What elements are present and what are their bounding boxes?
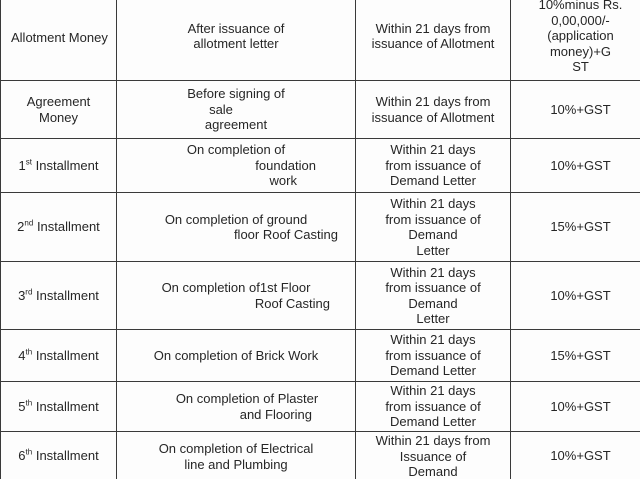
event-line: work xyxy=(269,173,297,189)
due-cell xyxy=(356,330,511,382)
due-line: Demand xyxy=(408,227,458,242)
stage-word: Installment xyxy=(35,157,99,173)
event-cell xyxy=(117,330,356,382)
event-line: foundation xyxy=(255,157,316,173)
stage-cell xyxy=(1,0,117,81)
event-line: sale xyxy=(209,101,233,117)
event-cell xyxy=(117,262,356,330)
stage-number: 5 xyxy=(18,398,26,414)
due-cell xyxy=(356,0,511,81)
table-row xyxy=(1,432,640,479)
stage-word: Installment xyxy=(35,398,99,414)
due-line: Demand xyxy=(408,464,458,479)
due-line: Demand Letter xyxy=(390,414,476,430)
stage-label: Money xyxy=(38,109,79,125)
stage-ordinal: rd xyxy=(25,287,33,297)
due-line: Demand Letter xyxy=(390,173,476,189)
due-line: Within 21 days xyxy=(390,196,476,211)
amount-cell xyxy=(511,139,640,193)
due-line: Letter xyxy=(416,242,450,258)
event-line: On completion of Brick Work xyxy=(153,347,319,363)
stage-number: 2 xyxy=(17,219,25,235)
stage-label xyxy=(4,288,113,304)
amount-value: 15%+GST xyxy=(550,219,611,235)
due-line: from issuance of xyxy=(385,347,481,363)
event-cell xyxy=(117,81,356,139)
event-line: On completion of ground xyxy=(164,211,308,227)
amount-value: 15%+GST xyxy=(550,347,611,363)
table-row xyxy=(1,139,640,193)
amount-line: money)+G xyxy=(549,43,612,59)
due-line: Issuance of xyxy=(399,448,467,464)
event-cell xyxy=(117,193,356,262)
due-line: Within 21 days xyxy=(390,264,476,280)
stage-number: 3 xyxy=(18,287,26,303)
stage-number: 6 xyxy=(18,448,26,463)
due-cell xyxy=(356,382,511,432)
amount-value: 10%+GST xyxy=(550,448,611,463)
stage-cell xyxy=(1,193,117,262)
amount-value: 10%+GST xyxy=(550,287,611,303)
table-row xyxy=(1,193,640,262)
amount-value: 10%+GST xyxy=(550,398,611,414)
due-line: Letter xyxy=(416,311,450,326)
amount-cell xyxy=(511,193,640,262)
stage-label xyxy=(4,348,113,364)
table-row xyxy=(1,81,640,139)
stage-label xyxy=(4,448,113,464)
stage-cell xyxy=(1,81,117,139)
event-cell xyxy=(117,382,356,432)
due-line: from issuance of xyxy=(385,398,481,414)
due-cell xyxy=(356,432,511,479)
due-line: Within 21 days from xyxy=(375,433,491,448)
event-cell xyxy=(117,139,356,193)
stage-word: Installment xyxy=(36,219,100,235)
stage-ordinal: th xyxy=(25,398,33,408)
table-row xyxy=(1,262,640,330)
event-cell xyxy=(117,432,356,479)
amount-cell xyxy=(511,81,640,139)
stage-ordinal: th xyxy=(25,447,33,457)
stage-word: Installment xyxy=(35,448,99,463)
due-line: from issuance of xyxy=(385,211,481,227)
due-cell xyxy=(356,139,511,193)
stage-label xyxy=(4,219,113,235)
event-line: On completion of1st Floor xyxy=(161,280,311,295)
due-line: Within 21 days xyxy=(390,332,476,348)
stage-ordinal: nd xyxy=(24,218,34,228)
amount-value: 10%+GST xyxy=(550,157,611,173)
amount-line: ST xyxy=(572,59,589,75)
amount-cell xyxy=(511,382,640,432)
event-cell xyxy=(117,0,356,81)
due-line: Within 21 days from xyxy=(375,20,491,36)
event-line: On completion of Plaster xyxy=(175,391,319,406)
table-row xyxy=(1,330,640,382)
amount-line: (application xyxy=(547,28,614,44)
due-cell xyxy=(356,262,511,330)
due-line: Within 21 days xyxy=(390,142,476,158)
due-line: Within 21 days from xyxy=(375,94,491,109)
due-line: Within 21 days xyxy=(390,383,476,399)
due-line: Demand xyxy=(408,295,458,311)
event-line: line and Plumbing xyxy=(184,456,288,472)
stage-label: Agreement xyxy=(26,94,91,109)
stage-label xyxy=(4,158,113,174)
due-line: Demand Letter xyxy=(390,363,476,379)
due-line: from issuance of xyxy=(385,280,481,295)
due-cell xyxy=(356,81,511,139)
amount-cell xyxy=(511,330,640,382)
due-line: issuance of Allotment xyxy=(371,36,495,51)
event-line: allotment letter xyxy=(193,36,279,51)
stage-cell xyxy=(1,382,117,432)
event-line: Roof Casting xyxy=(254,295,330,311)
due-line: issuance of Allotment xyxy=(371,109,495,125)
table-row xyxy=(1,0,640,81)
stage-cell xyxy=(1,330,117,382)
amount-line: 0,00,000/- xyxy=(551,12,610,28)
stage-number: 1 xyxy=(18,157,26,173)
amount-cell xyxy=(511,432,640,479)
stage-number: 4 xyxy=(18,347,26,363)
amount-line: 10%minus Rs. xyxy=(538,0,623,13)
due-line: from issuance of xyxy=(385,157,481,173)
stage-label xyxy=(4,399,113,415)
amount-cell xyxy=(511,0,640,81)
stage-ordinal: st xyxy=(25,157,32,167)
stage-word: Installment xyxy=(35,347,99,363)
event-line: agreement xyxy=(204,117,268,133)
stage-ordinal: th xyxy=(25,347,33,357)
stage-cell xyxy=(1,139,117,193)
amount-cell xyxy=(511,262,640,330)
event-line: On completion of xyxy=(186,142,286,158)
table-row xyxy=(1,382,640,432)
event-line: After issuance of xyxy=(187,20,285,36)
stage-label: Allotment Money xyxy=(11,30,108,46)
event-line: and Flooring xyxy=(239,406,312,422)
stage-cell xyxy=(1,432,117,479)
event-line: On completion of Electrical xyxy=(158,441,314,456)
event-line: Before signing of xyxy=(187,86,285,102)
stage-word: Installment xyxy=(36,287,99,303)
due-cell xyxy=(356,193,511,262)
event-line: floor Roof Casting xyxy=(233,227,338,242)
amount-value: 10%+GST xyxy=(550,101,611,117)
stage-cell xyxy=(1,262,117,330)
